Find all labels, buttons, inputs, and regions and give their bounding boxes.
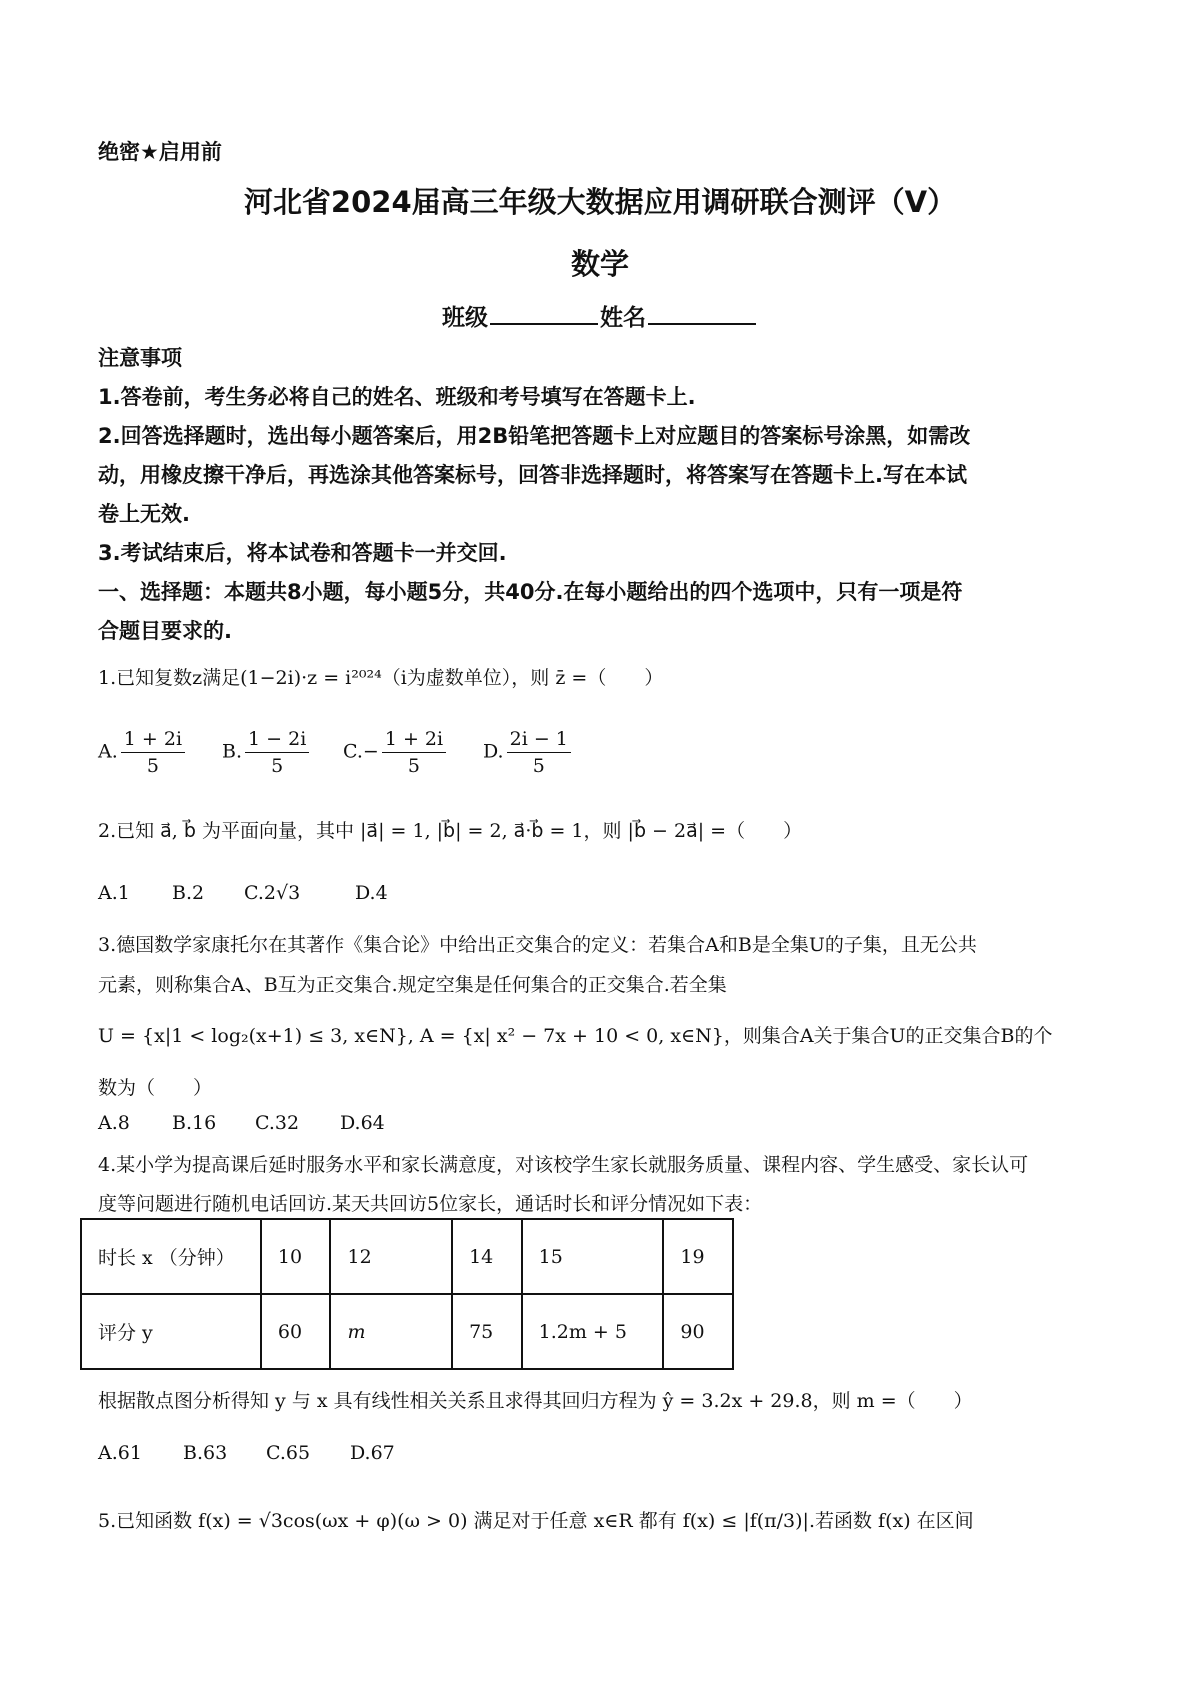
q1-option-a[interactable]: A. $\frac{1 + 2i}{5}$ — [98, 728, 188, 777]
q3-option-d[interactable]: D.64 — [340, 1112, 385, 1134]
table-cell: 1.2m + 5 — [522, 1294, 664, 1369]
q2-option-a[interactable]: A.1 — [98, 882, 130, 904]
table-cell: 15 — [522, 1219, 664, 1294]
q1-option-c-fraction: $\frac{1 + 2i}{5}$ — [382, 728, 446, 777]
q3-option-c[interactable]: C.32 — [255, 1112, 300, 1134]
q4-line-1: 4.某小学为提高课后延时服务水平和家长满意度，对该校学生家长就服务质量、课程内容、学生感受、家长认可 — [98, 1154, 1029, 1176]
q4-after-table: 根据散点图分析得知 y 与 x 具有线性相关关系且求得其回归方程为 ŷ = 3.2x + 29.8，则 m =（ ） — [98, 1390, 973, 1412]
table-cell: 90 — [663, 1294, 733, 1369]
notice-item-2-line-2: 动，用橡皮擦干净后，再选涂其他答案标号，回答非选择题时，将答案写在答题卡上.写在本试 — [98, 463, 967, 487]
q2-stem: 2.已知 a⃗, b⃗ 为平面向量，其中 |a⃗| = 1, |b⃗| = 2, a⃗·b⃗ = 1，则 |b⃗ − 2a⃗| =（ ） — [98, 820, 803, 842]
subject-title: 数学 — [570, 247, 629, 281]
q1-option-a-fraction: $\frac{1 + 2i}{5}$ — [121, 728, 185, 777]
table-cell: 12 — [330, 1219, 452, 1294]
q4-option-c[interactable]: C.65 — [266, 1442, 311, 1464]
q3-line-2: 元素，则称集合A、B互为正交集合.规定空集是任何集合的正交集合.若全集 — [98, 974, 727, 996]
q2-option-c[interactable]: C.2√3 — [244, 882, 301, 904]
q2-option-d[interactable]: D.4 — [355, 882, 388, 904]
q3-option-a[interactable]: A.8 — [98, 1112, 130, 1134]
table-cell: 时长 x （分钟） — [81, 1219, 261, 1294]
table-cell: 14 — [452, 1219, 522, 1294]
duration-score-table — [80, 1218, 734, 1370]
q1-option-d-fraction: $\frac{2i - 1}{5}$ — [507, 728, 571, 777]
notice-heading: 注意事项 — [98, 346, 182, 370]
notice-item-2-line-3: 卷上无效. — [98, 502, 190, 526]
section-1-line-2: 合题目要求的. — [98, 619, 232, 643]
table-cell: 评分 y — [81, 1294, 261, 1369]
q4-line-2: 度等问题进行随机电话回访.某天共回访5位家长，通话时长和评分情况如下表： — [98, 1193, 763, 1215]
class-name-fill — [0, 299, 1200, 332]
q1-option-b-fraction: $\frac{1 - 2i}{5}$ — [245, 728, 309, 777]
notice-item-2-line-1: 2.回答选择题时，选出每小题答案后，用2B铅笔把答题卡上对应题目的答案标号涂黑，如需改 — [98, 424, 971, 448]
q1-option-c[interactable]: C.− $\frac{1 + 2i}{5}$ — [343, 728, 449, 777]
q3-line-1: 3.德国数学家康托尔在其著作《集合论》中给出正交集合的定义：若集合A和B是全集U的子集，且无公共 — [98, 934, 977, 956]
name-label: 姓名 — [600, 305, 646, 331]
q4-option-d[interactable]: D.67 — [350, 1442, 395, 1464]
table-row — [81, 1294, 733, 1369]
q3-option-b[interactable]: B.16 — [172, 1112, 217, 1134]
notice-item-3: 3.考试结束后，将本试卷和答题卡一并交回. — [98, 541, 507, 565]
table-cell: 75 — [452, 1294, 522, 1369]
table-cell: m — [330, 1294, 452, 1369]
q1-option-b[interactable]: B. $\frac{1 - 2i}{5}$ — [222, 728, 312, 777]
table-row — [81, 1219, 733, 1294]
secret-label: 绝密★启用前 — [98, 140, 222, 164]
section-1-line-1: 一、选择题：本题共8小题，每小题5分，共40分.在每小题给出的四个选项中，只有一项是符 — [98, 580, 963, 604]
q4-option-a[interactable]: A.61 — [98, 1442, 142, 1464]
class-label: 班级 — [442, 305, 488, 331]
q3-line-3: U = {x|1 < log₂(x+1) ≤ 3, x∈N}, A = {x| x² − 7x + 10 < 0, x∈N}，则集合A关于集合U的正交集合B的个 — [98, 1025, 1053, 1047]
name-blank[interactable] — [648, 303, 756, 325]
q4-option-b[interactable]: B.63 — [183, 1442, 228, 1464]
exam-title: 河北省2024届高三年级大数据应用调研联合测评（V） — [243, 185, 957, 219]
q2-option-b[interactable]: B.2 — [172, 882, 205, 904]
class-blank[interactable] — [490, 303, 598, 325]
notice-item-1: 1.答卷前，考生务必将自己的姓名、班级和考号填写在答题卡上. — [98, 385, 696, 409]
table-cell: 10 — [261, 1219, 331, 1294]
table-cell: 60 — [261, 1294, 331, 1369]
q5-stem: 5.已知函数 f(x) = √3cos(ωx + φ)(ω > 0) 满足对于任意 x∈R 都有 f(x) ≤ |f(π/3)|.若函数 f(x) 在区间 — [98, 1510, 974, 1532]
table-cell: 19 — [663, 1219, 733, 1294]
q3-line-4: 数为（ ） — [98, 1077, 213, 1099]
q1-stem: 1.已知复数z满足(1−2i)·z = i²⁰²⁴（i为虚数单位），则 z̄ =（ ） — [98, 667, 664, 689]
q1-option-d[interactable]: D. $\frac{2i - 1}{5}$ — [483, 728, 574, 777]
